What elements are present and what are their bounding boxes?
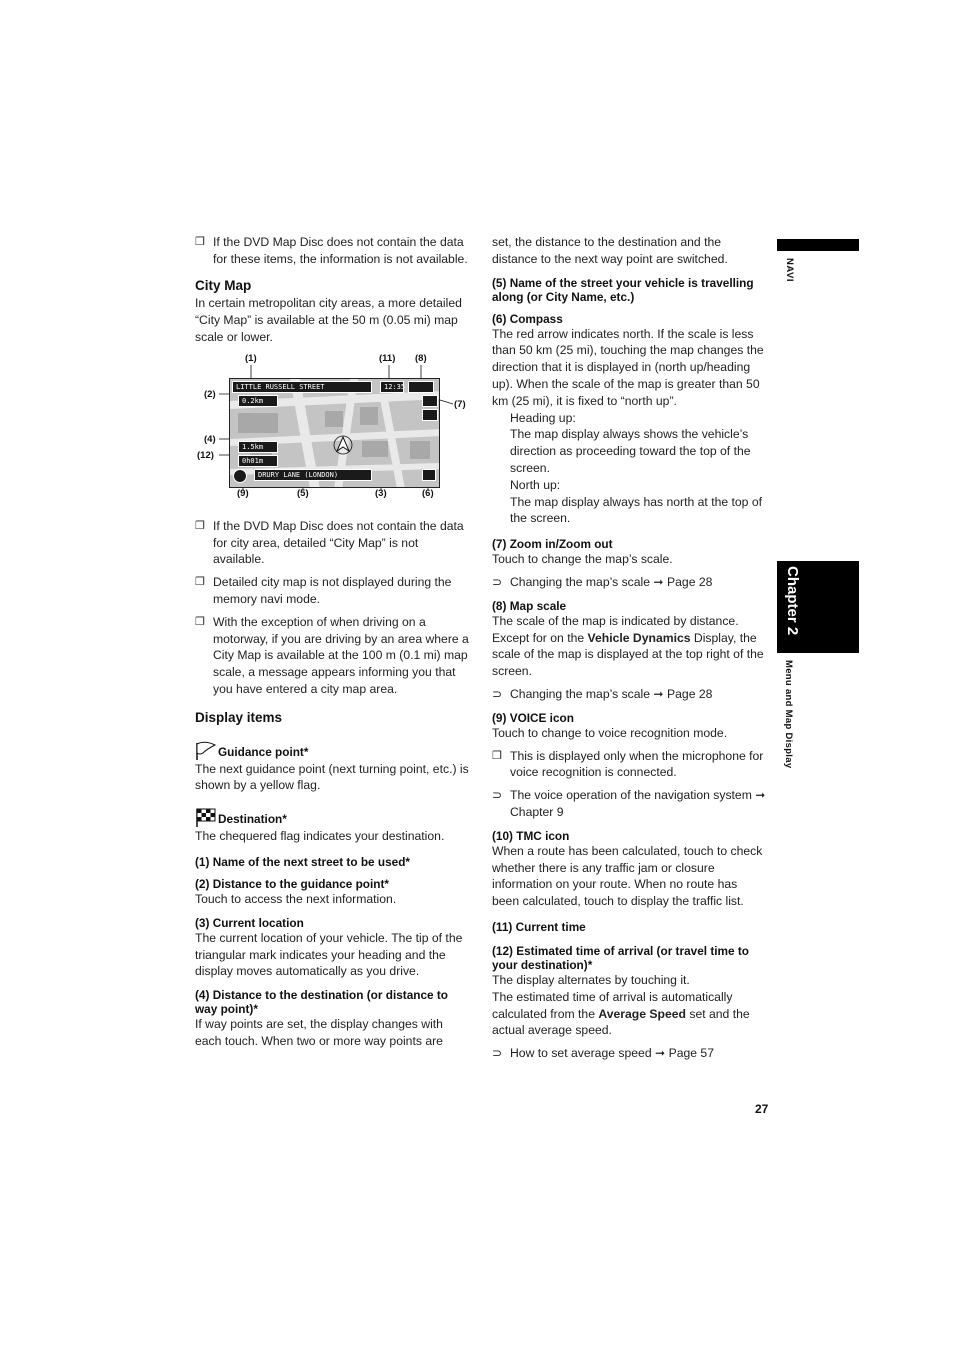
callout-4: (4) bbox=[204, 433, 216, 445]
item11-heading: (11) Current time bbox=[492, 919, 586, 934]
callout-12: (12) bbox=[197, 449, 214, 461]
reference-item bbox=[492, 787, 767, 821]
note-text: Detailed city map is not displayed during the memory navi mode. bbox=[213, 575, 452, 606]
checkbox-bullet-icon: ❐ bbox=[195, 519, 205, 532]
callout-1: (1) bbox=[245, 352, 257, 364]
item1-heading: (1) Name of the next street to be used* bbox=[195, 854, 411, 869]
item8-text bbox=[492, 613, 767, 680]
reference-text: Changing the map’s scale ➞ Page 28 bbox=[510, 574, 713, 589]
item4-heading: (4) Distance to the destination (or distance to way point)* bbox=[195, 988, 449, 1017]
next-street-bar[interactable]: LITTLE RUSSELL STREET bbox=[232, 381, 372, 393]
arrival-time[interactable]: 0h01m bbox=[238, 455, 278, 467]
destination-distance[interactable]: 1.5km bbox=[238, 441, 278, 453]
callout-7: (7) bbox=[454, 398, 466, 410]
page-number: 27 bbox=[755, 1102, 769, 1116]
reference-arrow-icon: ⊃ bbox=[492, 1046, 503, 1061]
city-map-figure bbox=[195, 352, 470, 512]
right-column bbox=[492, 234, 767, 1068]
callout-8: (8) bbox=[415, 352, 427, 364]
destination-label: Destination* bbox=[218, 812, 287, 827]
navi-tab bbox=[777, 239, 859, 251]
callout-2: (2) bbox=[204, 388, 216, 400]
guidance-distance[interactable]: 0.2km bbox=[238, 395, 278, 407]
item3-heading: (3) Current location bbox=[195, 915, 304, 930]
item10-heading: (10) TMC icon bbox=[492, 828, 570, 843]
note-item bbox=[195, 518, 470, 568]
heading-up-label: Heading up: bbox=[510, 410, 576, 425]
reference-text: The voice operation of the navigation system ➞ Chapter 9 bbox=[510, 788, 766, 819]
item8-bold: Vehicle Dynamics bbox=[587, 630, 691, 645]
item8-text-b: Display, the scale of the map is displayed at the top right of the screen. bbox=[492, 630, 764, 679]
note-item bbox=[195, 574, 470, 608]
item6-text: The red arrow indicates north. If the scale is less than 50 km (25 mi), touching the map changes the direction that it is displayed in (north up/heading up). When the scale of the map is greater than 50 km (25 mi), it is fixed to “north up”. bbox=[492, 326, 764, 408]
checkbox-bullet-icon: ❐ bbox=[195, 236, 205, 248]
guidance-point-heading bbox=[195, 741, 470, 761]
item2-heading: (2) Distance to the guidance point* bbox=[195, 876, 390, 891]
item6-heading: (6) Compass bbox=[492, 311, 563, 326]
city-map-text: In certain metropolitan city areas, a more detailed “City Map” is available at the 50 m (0.05 mi) map scale or lower. bbox=[195, 296, 462, 344]
zoom-out-button[interactable] bbox=[422, 409, 438, 421]
callout-6: (6) bbox=[422, 487, 434, 499]
current-street-bar: DRURY LANE (LONDON) bbox=[254, 469, 372, 481]
reference-text: Changing the map’s scale ➞ Page 28 bbox=[510, 686, 713, 701]
note-text: With the exception of when driving on a motorway, if you are driving by an area where a City Map is available at the 100 m (0.1 mi) map scale, a message appears informing you that you have entered a city map area. bbox=[213, 614, 469, 696]
note-text: This is displayed only when the microphone for voice recognition is connected. bbox=[510, 748, 764, 780]
destination-text: The chequered flag indicates your destination. bbox=[195, 829, 445, 844]
reference-arrow-icon: ⊃ bbox=[492, 574, 503, 589]
voice-icon[interactable] bbox=[233, 469, 247, 483]
item5-heading: (5) Name of the street your vehicle is travelling along (or City Name, etc.) bbox=[492, 275, 754, 304]
reference-item bbox=[492, 574, 767, 591]
reference-item bbox=[492, 1045, 767, 1062]
note-item bbox=[492, 748, 767, 782]
item3-text: The current location of your vehicle. The tip of the triangular mark indicates your heading and the display moves automatically as you drive. bbox=[195, 930, 463, 979]
callout-11: (11) bbox=[379, 352, 396, 364]
item9-text: Touch to change to voice recognition mode. bbox=[492, 725, 728, 740]
north-up-label: North up: bbox=[510, 477, 561, 492]
note-item bbox=[195, 234, 470, 268]
note-text: If the DVD Map Disc does not contain the data for city area, detailed “City Map” is not available. bbox=[213, 518, 464, 567]
display-items-heading: Display items bbox=[195, 709, 283, 725]
note-item bbox=[195, 614, 470, 698]
item2-text: Touch to access the next information. bbox=[195, 891, 397, 906]
continued-text: set, the distance to the destination and the distance to the next way point are switched. bbox=[492, 235, 728, 266]
city-map-heading: City Map bbox=[195, 277, 252, 293]
reference-item bbox=[492, 686, 767, 703]
item12-text1: The display alternates by touching it. bbox=[492, 972, 690, 987]
callout-5: (5) bbox=[297, 487, 309, 499]
guidance-point-text: The next guidance point (next turning point, etc.) is shown by a yellow flag. bbox=[195, 761, 469, 793]
item12-text2 bbox=[492, 989, 767, 1039]
item12-heading: (12) Estimated time of arrival (or travel time to your destination)* bbox=[492, 943, 749, 972]
reference-arrow-icon: ⊃ bbox=[492, 788, 503, 803]
checkbox-bullet-icon: ❐ bbox=[492, 749, 502, 762]
guidance-point-label: Guidance point* bbox=[218, 744, 309, 759]
chapter-label: Chapter 2 bbox=[784, 566, 801, 636]
item7-heading: (7) Zoom in/Zoom out bbox=[492, 537, 613, 552]
compass-icon[interactable] bbox=[422, 469, 436, 481]
callout-3: (3) bbox=[375, 487, 387, 499]
item8-heading: (8) Map scale bbox=[492, 598, 567, 613]
reference-arrow-icon: ⊃ bbox=[492, 686, 503, 701]
guidance-flag-icon bbox=[195, 741, 217, 761]
checkbox-bullet-icon: ❐ bbox=[195, 576, 205, 589]
current-time: 12:35 bbox=[380, 381, 404, 393]
item10-text: When a route has been calculated, touch to check whether there is any traffic jam or closure information on your route. When no route has been calculated, touch to display the traffic list. bbox=[492, 843, 763, 909]
left-column bbox=[195, 234, 470, 1050]
north-up-text: The map display always has north at the top of the screen. bbox=[510, 494, 763, 526]
section-label: Menu and Map Display bbox=[783, 660, 794, 769]
item12-text-b: set and the actual average speed. bbox=[492, 1006, 750, 1038]
heading-up-text: The map display always shows the vehicle’s direction as proceeding toward the top of the screen. bbox=[510, 427, 751, 475]
item9-heading: (9) VOICE icon bbox=[492, 710, 574, 725]
checkbox-bullet-icon: ❐ bbox=[195, 615, 205, 628]
item8-text-a: The scale of the map is indicated by distance. Except for on the bbox=[492, 613, 739, 645]
item7-text: Touch to change the map’s scale. bbox=[492, 552, 673, 567]
item12-text-a: The estimated time of arrival is automatically calculated from the bbox=[492, 989, 733, 1021]
note-text: If the DVD Map Disc does not contain the data for these items, the information is not available. bbox=[213, 235, 468, 266]
chequered-flag-icon bbox=[195, 808, 217, 828]
callout-9: (9) bbox=[237, 487, 249, 499]
navi-label: NAVI bbox=[784, 258, 795, 282]
map-scale-indicator bbox=[408, 381, 434, 393]
zoom-in-button[interactable] bbox=[422, 395, 438, 407]
item4-text: If way points are set, the display changes with each touch. When two or more way points are bbox=[195, 1017, 443, 1048]
reference-text: How to set average speed ➞ Page 57 bbox=[510, 1046, 714, 1061]
map-screenshot[interactable] bbox=[229, 378, 440, 488]
item12-bold: Average Speed bbox=[598, 1006, 686, 1021]
destination-heading bbox=[195, 808, 470, 828]
